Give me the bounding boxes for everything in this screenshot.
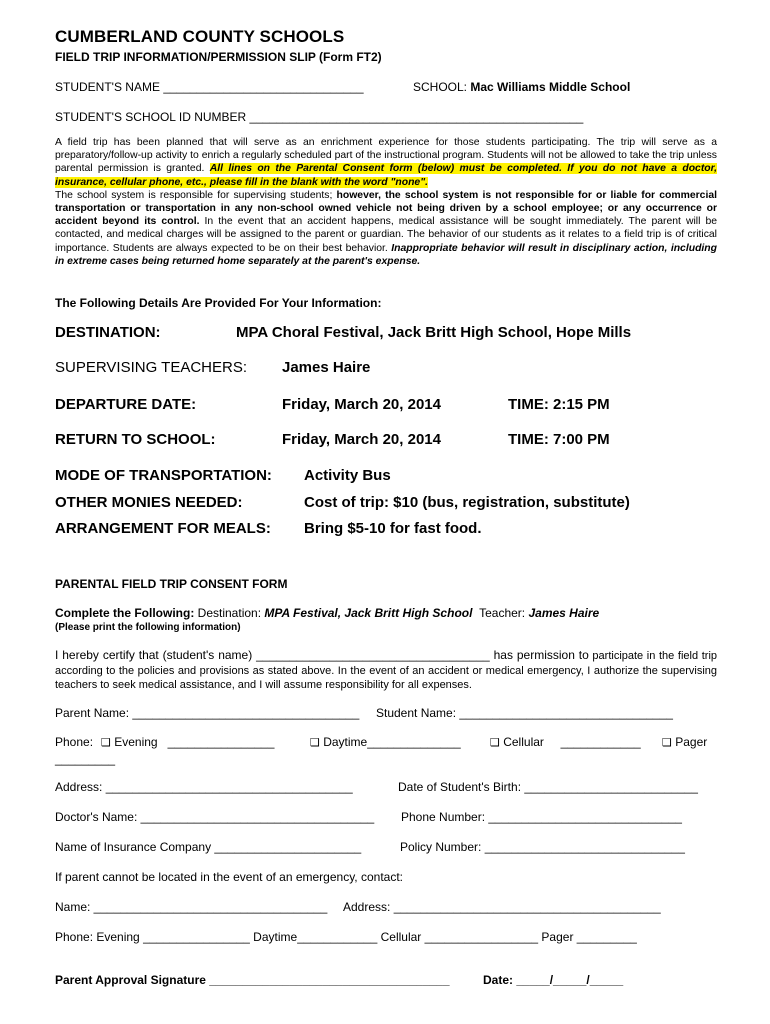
parent-name-field[interactable]: Parent Name: __________________________________ — [55, 706, 360, 720]
monies-value: Cost of trip: $10 (bus, registration, substitute) — [304, 494, 630, 511]
student-id-label: STUDENT'S SCHOOL ID NUMBER — [55, 110, 247, 124]
dob-field[interactable]: Date of Student's Birth: __________________________ — [398, 780, 698, 794]
doctor-name-field[interactable]: Doctor's Name: ___________________________________ — [55, 810, 375, 824]
student-id-row — [55, 110, 583, 124]
evening-label: Evening — [114, 735, 158, 749]
evening-blank[interactable]: ________________ — [167, 735, 275, 749]
meals-label: ARRANGEMENT FOR MEALS: — [55, 520, 271, 537]
pager-checkbox[interactable]: ❑ — [662, 737, 672, 749]
return-value: Friday, March 20, 2014 — [282, 431, 441, 448]
teachers-label: SUPERVISING TEACHERS: — [55, 359, 247, 376]
phone-row — [55, 735, 93, 749]
intro-text-2c: In the event that an accident happens, medical assistance will be sought immediately. The parent will be contacted, and medical charges will be assigned to the parent or guardian. The behavior of our students as it relates to a field trip is of critical importance. Students are always expected to be on their best behavior. — [55, 216, 718, 254]
pager-blank[interactable]: _________ — [55, 752, 116, 766]
org-title: CUMBERLAND COUNTY SCHOOLS — [55, 27, 345, 46]
emergency-name-field[interactable]: Name: ___________________________________ — [55, 900, 328, 914]
teachers-value: James Haire — [282, 359, 371, 376]
student-name-label: STUDENT'S NAME — [55, 80, 160, 94]
cellular-checkbox[interactable]: ❑ — [490, 737, 500, 749]
evening-option[interactable] — [101, 735, 274, 749]
consent-destination-label: Destination: — [197, 606, 262, 620]
complete-label: Complete the Following: — [55, 606, 195, 620]
school-label: SCHOOL: — [413, 80, 468, 94]
details-heading: The Following Details Are Provided For Your Information: — [55, 296, 382, 310]
student-name-row — [55, 80, 364, 94]
policy-field[interactable]: Policy Number: ______________________________ — [400, 840, 685, 854]
monies-label: OTHER MONIES NEEDED: — [55, 494, 243, 511]
return-time: TIME: 7:00 PM — [508, 431, 610, 448]
complete-following-row — [55, 606, 599, 620]
transport-value: Activity Bus — [304, 467, 391, 484]
consent-teacher-label: Teacher: — [479, 606, 526, 620]
destination-value: MPA Choral Festival, Jack Britt High School, Hope Mills — [236, 324, 632, 341]
destination-label: DESTINATION: — [55, 324, 161, 341]
intro-paragraph — [55, 136, 717, 268]
daytime-blank[interactable]: ______________ — [367, 735, 461, 749]
signature-field[interactable]: Parent Approval Signature ____________________________________ — [55, 973, 450, 987]
consent-destination-value: MPA Festival, Jack Britt High School — [264, 606, 473, 620]
transport-label: MODE OF TRANSPORTATION: — [55, 467, 272, 484]
pager-option[interactable] — [662, 735, 707, 749]
signature-date-field[interactable]: Date: _____/_____/_____ — [483, 973, 624, 987]
print-note: (Please print the following information) — [55, 622, 241, 633]
cellular-blank[interactable]: ____________ — [560, 735, 641, 749]
certification-paragraph — [55, 648, 717, 693]
consent-teacher-value: James Haire — [528, 606, 600, 620]
school-value: Mac Williams Middle School — [470, 80, 631, 94]
departure-time: TIME: 2:15 PM — [508, 396, 610, 413]
meals-value: Bring $5-10 for fast food. — [304, 520, 482, 537]
insurance-field[interactable]: Name of Insurance Company ______________________ — [55, 840, 362, 854]
student-name-blank[interactable]: ______________________________ — [163, 80, 364, 94]
form-title: FIELD TRIP INFORMATION/PERMISSION SLIP (Form FT2) — [55, 50, 382, 64]
daytime-checkbox[interactable]: ❑ — [310, 737, 320, 749]
school-row — [413, 80, 630, 94]
certify-text-b: participate in the field — [592, 650, 699, 662]
certify-text-a[interactable]: I hereby certify that (student's name) ___________________________________ has permission to — [55, 648, 589, 662]
intro-text-2a: The school system is responsible for supervising students; — [55, 189, 333, 201]
certify-text-c: trip according to the policies and provisions as stated above. In the event of an accident or medical emergency, I authorize the supervising teachers to seek medical assistance, and I will assume responsibility for all expenses. — [55, 650, 717, 691]
intro-text-2d: Inappropriate behavior will result in disciplinary action, including in extreme cases being returned home separately at the parent's expense. — [55, 242, 717, 267]
intro-highlight: All lines on the Parental Consent form (below) must be completed. If you do not have a doctor, insurance, cellular phone, etc., please fill in the blank with the word "none". — [55, 163, 717, 188]
emergency-phone-field[interactable]: Phone: Evening ________________ Daytime____________ Cellular _________________ Pager _________ — [55, 930, 637, 944]
address-field[interactable]: Address: _____________________________________ — [55, 780, 353, 794]
cellular-label: Cellular — [503, 735, 544, 749]
departure-label: DEPARTURE DATE: — [55, 396, 197, 413]
cellular-option[interactable] — [490, 735, 641, 749]
emergency-note: If parent cannot be located in the event of an emergency, contact: — [55, 870, 403, 884]
intro-text-1: A field trip has been planned that will serve as an enrichment experience for those students participating. The trip will serve as a preparatory/follow-up activity to enrich a regularly scheduled part of the instructional program. Students will not be allowed to take the trip unless parental permission is granted. — [55, 137, 717, 175]
student-id-blank[interactable]: __________________________________________________ — [249, 110, 584, 124]
emergency-address-field[interactable]: Address: ________________________________________ — [343, 900, 661, 914]
pager-label: Pager — [675, 735, 708, 749]
consent-title: PARENTAL FIELD TRIP CONSENT FORM — [55, 577, 288, 591]
daytime-option[interactable] — [310, 735, 461, 749]
departure-value: Friday, March 20, 2014 — [282, 396, 441, 413]
doctor-phone-field[interactable]: Phone Number: _____________________________ — [401, 810, 682, 824]
daytime-label: Daytime — [323, 735, 368, 749]
intro-text-2b: however, the school system is not responsible for or liable for commercial transportation or transportation in any non-school owned vehicle not being driven by a school employee; or any occurrence or accident beyond its control. — [55, 189, 718, 228]
return-label: RETURN TO SCHOOL: — [55, 431, 216, 448]
student-name-field[interactable]: Student Name: ________________________________ — [376, 706, 673, 720]
phone-label: Phone: — [55, 735, 94, 749]
evening-checkbox[interactable]: ❑ — [101, 737, 111, 749]
